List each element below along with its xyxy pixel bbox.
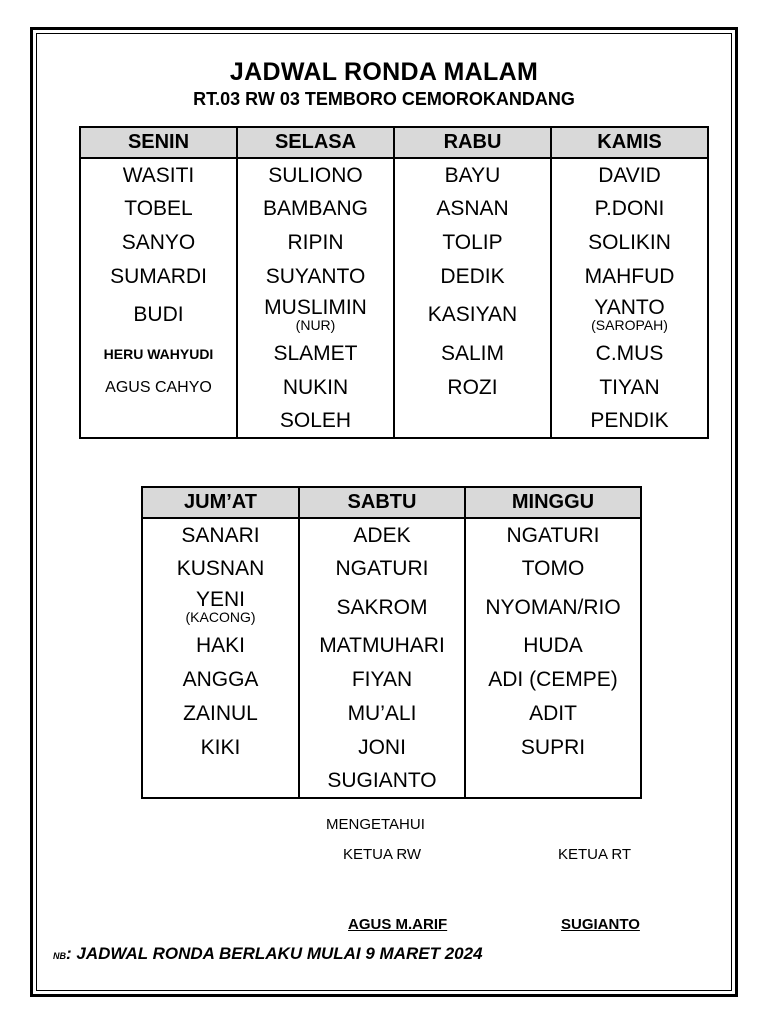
table-row — [80, 371, 708, 405]
name-cell — [237, 294, 394, 336]
name-cell — [551, 294, 708, 336]
name-cell — [80, 371, 237, 405]
column-header: MINGGU — [465, 487, 641, 518]
document-title: JADWAL RONDA MALAM — [229, 58, 539, 86]
cell-name: SALIM — [440, 341, 505, 365]
name-cell — [394, 260, 551, 294]
name-cell — [142, 552, 299, 586]
ketua-rw-label: KETUA RW — [343, 846, 422, 863]
mengetahui-label: MENGETAHUI — [326, 816, 425, 833]
name-cell — [394, 226, 551, 260]
column-header: SABTU — [299, 487, 465, 518]
cell-name: ADIT — [529, 702, 577, 725]
ketua-rw-name: AGUS M.ARIF — [348, 916, 448, 933]
name-cell — [80, 226, 237, 260]
name-cell — [465, 518, 641, 552]
cell-name: KIKI — [200, 736, 241, 759]
name-cell — [237, 336, 394, 371]
name-cell — [142, 586, 299, 629]
cell-name: DEDIK — [440, 265, 505, 288]
cell-name: SUPRI — [520, 736, 586, 759]
name-cell — [142, 518, 299, 552]
cell-name: NGATURI — [506, 523, 600, 547]
name-cell — [394, 371, 551, 405]
name-cell — [237, 192, 394, 226]
name-cell — [80, 260, 237, 294]
cell-name: ADI (CEMPE) — [488, 668, 618, 691]
name-cell — [237, 158, 394, 192]
cell-name: KUSNAN — [176, 557, 265, 580]
cell-name: ASNAN — [436, 197, 509, 220]
cell-name: HERU WAHYUDI — [103, 345, 214, 362]
table-row — [142, 697, 641, 731]
column-header: JUM’AT — [142, 487, 299, 518]
name-cell — [299, 731, 465, 765]
cell-name: NYOMAN/RIO — [485, 595, 621, 619]
name-cell — [237, 226, 394, 260]
name-cell — [465, 765, 641, 798]
table-row — [142, 552, 641, 586]
name-cell — [299, 552, 465, 586]
schedule-table-weekend — [141, 486, 642, 799]
table-row — [80, 158, 708, 192]
name-cell — [142, 629, 299, 663]
cell-name: SOLEH — [279, 409, 352, 432]
cell-name: NGATURI — [335, 557, 429, 580]
name-cell — [394, 405, 551, 438]
cell-subname: (SAROPAH) — [591, 316, 668, 333]
table-row — [142, 765, 641, 798]
table-row — [80, 226, 708, 260]
name-cell — [551, 158, 708, 192]
cell-name: SUMARDI — [110, 265, 207, 288]
cell-name: RIPIN — [287, 231, 344, 254]
cell-name: SAKROM — [336, 595, 428, 619]
table-row — [142, 663, 641, 697]
table-row — [142, 518, 641, 552]
name-cell — [299, 663, 465, 697]
cell-name: SULIONO — [268, 163, 363, 187]
column-header: SELASA — [237, 127, 394, 158]
name-cell — [551, 192, 708, 226]
name-cell — [142, 697, 299, 731]
cell-name: SUYANTO — [265, 265, 366, 288]
name-cell — [237, 260, 394, 294]
cell-name: YANTO — [594, 295, 665, 319]
name-cell — [394, 336, 551, 371]
cell-name: MATMUHARI — [319, 634, 445, 657]
column-header: RABU — [394, 127, 551, 158]
ketua-rt-name: SUGIANTO — [561, 916, 640, 933]
cell-name: BAYU — [444, 163, 501, 187]
cell-name: WASITI — [122, 163, 195, 187]
cell-name: JONI — [358, 736, 406, 759]
name-cell — [465, 663, 641, 697]
name-cell — [394, 294, 551, 336]
cell-name: SANARI — [181, 523, 260, 547]
table-row — [142, 629, 641, 663]
cell-name: TOBEL — [124, 197, 193, 220]
cell-name: ANGGA — [182, 668, 259, 691]
cell-name: SUGIANTO — [327, 769, 437, 792]
name-cell — [299, 629, 465, 663]
cell-name: P.DONI — [594, 197, 665, 220]
cell-name: TOMO — [521, 557, 585, 580]
cell-subname: (KACONG) — [185, 609, 256, 625]
name-cell — [80, 192, 237, 226]
name-cell — [80, 336, 237, 371]
cell-name: TOLIP — [442, 231, 503, 254]
column-header: SENIN — [80, 127, 237, 158]
table-row — [80, 405, 708, 438]
name-cell — [237, 405, 394, 438]
table-row — [80, 192, 708, 226]
cell-name: YENI — [195, 588, 245, 611]
name-cell — [142, 765, 299, 798]
name-cell — [142, 731, 299, 765]
table-row — [142, 586, 641, 629]
cell-subname: (NUR) — [295, 316, 336, 333]
name-cell — [80, 158, 237, 192]
table-row — [142, 731, 641, 765]
cell-name: SOLIKIN — [588, 231, 671, 254]
cell-name: ROZI — [447, 376, 498, 399]
name-cell — [551, 336, 708, 371]
document-subtitle: RT.03 RW 03 TEMBORO CEMOROKANDANG — [193, 89, 575, 109]
cell-name: ZAINUL — [183, 702, 258, 725]
name-cell — [237, 371, 394, 405]
name-cell — [394, 158, 551, 192]
name-cell — [465, 629, 641, 663]
column-header: KAMIS — [551, 127, 708, 158]
cell-name: PENDIK — [590, 409, 669, 432]
name-cell — [551, 405, 708, 438]
name-cell — [394, 192, 551, 226]
name-cell — [142, 663, 299, 697]
name-cell — [299, 697, 465, 731]
table-row — [80, 260, 708, 294]
name-cell — [465, 586, 641, 629]
cell-name: MAHFUD — [584, 265, 675, 288]
name-cell — [551, 371, 708, 405]
name-cell — [551, 260, 708, 294]
cell-name: MUSLIMIN — [264, 295, 367, 319]
cell-name: KASIYAN — [427, 303, 518, 326]
name-cell — [299, 586, 465, 629]
cell-name: TIYAN — [599, 376, 660, 399]
cell-name: MU’ALI — [347, 702, 417, 725]
cell-name: HAKI — [195, 634, 245, 657]
cell-name: DAVID — [598, 163, 661, 187]
cell-name: BAMBANG — [262, 197, 369, 220]
table-row — [80, 294, 708, 336]
cell-name: NUKIN — [282, 376, 349, 399]
name-cell — [299, 518, 465, 552]
cell-name: FIYAN — [351, 668, 413, 691]
name-cell — [465, 731, 641, 765]
note-prefix: NB — [53, 951, 66, 961]
name-cell — [80, 294, 237, 336]
cell-name: AGUS CAHYO — [105, 379, 212, 396]
cell-name: BUDI — [133, 303, 184, 326]
cell-name: SANYO — [121, 231, 196, 254]
name-cell — [299, 765, 465, 798]
name-cell — [465, 697, 641, 731]
table-row — [80, 336, 708, 371]
cell-name: ADEK — [353, 523, 411, 547]
name-cell — [465, 552, 641, 586]
cell-name: C.MUS — [595, 341, 664, 365]
name-cell — [551, 226, 708, 260]
name-cell — [80, 405, 237, 438]
cell-name: HUDA — [523, 634, 583, 657]
note-text: : JADWAL RONDA BERLAKU MULAI 9 MARET 2024 — [66, 944, 483, 963]
footer-note — [53, 944, 483, 964]
ketua-rt-label: KETUA RT — [558, 846, 632, 863]
cell-name: SLAMET — [273, 341, 358, 365]
schedule-table-weekdays — [79, 126, 709, 439]
